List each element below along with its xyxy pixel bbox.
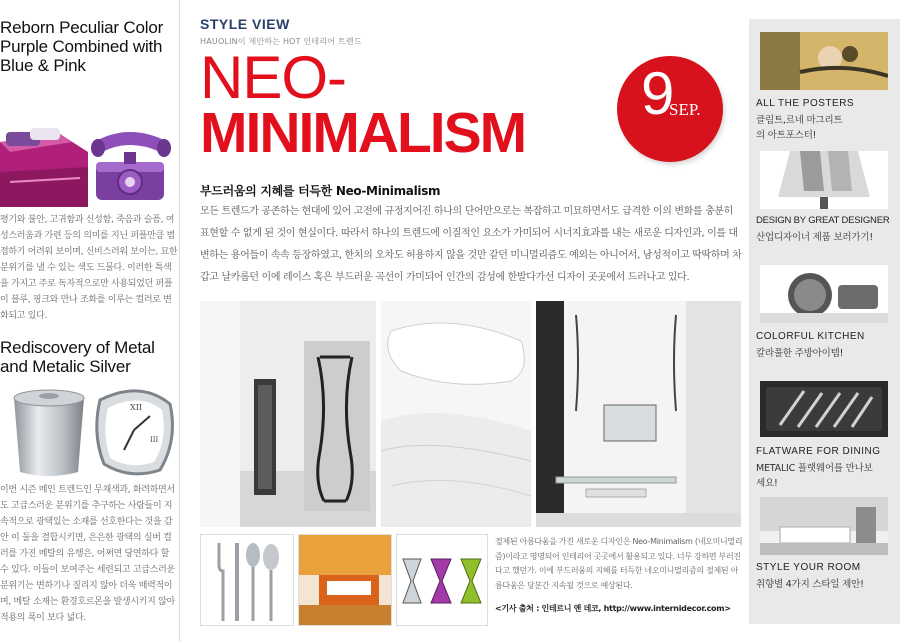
sidebar-item-title[interactable]: ALL THE POSTERS — [756, 98, 855, 109]
page-title-line1: NEO- — [200, 44, 346, 111]
article-source-link[interactable]: <기사 출처 : 인테르니 앤 데코, http://www.internidecor.com> — [495, 604, 731, 613]
badge-number: 9 — [641, 60, 675, 127]
white-pillow-photo — [381, 301, 531, 527]
sidebar-item-subtitle[interactable]: 취향별 4가지 스타일 제안! — [756, 579, 864, 590]
sidebar-item-subtitle[interactable]: 클림트,르네 마그리트의 아트포스터! — [756, 115, 843, 141]
metal-trend-text: 이번 시즌 메인 트렌드인 무채색과, 화려하면서도 고급스러운 분위기를 추구하는 사람들이 지속적으로 광택있는 소재를 선호한다는 것을 감안 이 둘을 결합시키면, 은은한 광택의 실버 컬러를 가진 메탈의 유행은, 어쩌면 당연하다 할 수 있다. 이들이 보여주는 세련되고 고급스러운 분위기는 변하기나 질리지 않아 더욱 매력적이며, 메탈 소재는 환경호르몬을 발생시키지 않아 적용의 폭이 보다 넓다. — [0, 485, 175, 623]
sidebar-item-title[interactable]: COLORFUL KITCHEN — [756, 331, 865, 342]
issue-date-badge — [617, 56, 723, 162]
promo-sidebar — [749, 19, 900, 624]
radiator-hallway-photo — [200, 301, 376, 527]
posters-thumbnail[interactable] — [760, 32, 888, 90]
page-title-line2: MINIMALISM — [200, 101, 526, 165]
photo-caption: 절제된 아름다움을 가진 새로운 디자인은 Neo-Minimalism (네오미니멀리즘)이라고 명명되어 인테리어 곳곳에서 활용되고 있다. 너무 강하면 부러진다고 했던가. 이에 부드러움의 지혜를 터득한 네오미니멀리즘의 절제된 아름다움은 당분간 지속될 것으로 예상된다. — [495, 537, 743, 590]
section-subtitle: HAUOLIN이 제안하는 HOT 인테리어 트렌드 — [200, 37, 362, 46]
sidebar-item-subtitle[interactable]: 산업디자이너 제품 보러가기! — [756, 232, 873, 243]
left-column — [0, 0, 180, 642]
article-heading: 부드러움의 지혜를 터득한 Neo-Minimalism — [200, 184, 441, 198]
room-style-thumbnail[interactable] — [760, 497, 888, 555]
sidebar-item-title[interactable]: STYLE YOUR ROOM — [756, 562, 861, 573]
flatware-thumbnail — [200, 534, 294, 626]
section-label: STYLE VIEW — [200, 16, 290, 32]
silver-bin-clock-image — [0, 380, 178, 480]
sidebar-item-title[interactable]: FLATWARE FOR DINING — [756, 446, 881, 457]
tv-wall-photo — [536, 301, 741, 527]
sidebar-item-title[interactable]: DESIGN BY GREAT DESIGNER — [756, 215, 890, 226]
kitchen-thumbnail[interactable] — [760, 265, 888, 323]
svg-text:III: III — [150, 436, 159, 444]
svg-text:XII: XII — [130, 403, 143, 412]
hourglass-thumbnail — [396, 534, 488, 626]
purple-bedding-telephone-image — [0, 112, 178, 207]
orange-room-thumbnail — [298, 534, 392, 626]
flatware-dining-thumbnail[interactable] — [760, 381, 888, 437]
sidebar-item-subtitle[interactable]: 칼라풀한 주방아이템! — [756, 348, 844, 359]
designer-lamp-thumbnail[interactable] — [760, 151, 888, 209]
purple-trend-text: 평기와 불안, 고귀함과 신성함, 죽음과 슬픔, 여성스러움과 가련 등의 의미를 지닌 퍼플만큼 범접하기 어려워 보이며, 신비스러워 보이는, 묘한 분위기를 낼 수 있는 색도 드물다. 이러한 특색을 가지고 주로 독자적으로만 사용되었던 퍼플이 블루, 핑크와 만나 조화를 이루는 컬러로 변화되고 있다. — [0, 215, 178, 321]
purple-trend-heading: Reborn Peculiar Color Purple Combined with Blue & Pink — [0, 18, 164, 75]
badge-month: SEP. — [669, 100, 701, 119]
article-body: 모든 트렌드가 공존하는 현대에 있어 고전에 규정지어진 하나의 단어만으로는 복잡하고 미묘하면서도 급격한 이의 변화를 충분히 표현할 수 없게 된 것이 현실이다. 따라서 하나의 트렌드에 이질적인 요소가 가미되어 시너지효과를 내는 새로운 디자인과, 이를 대변하는 용어들이 속속 등장하였고, 한치의 오차도 허용하지 않을 것만 같던 미니멀리즘도 예외는 아니어서, 남성적이고 딱딱하며 차갑고 날카롭던 이에 레이스 혹은 부드러운 곡선이 가미되어 인간의 감성에 한발다가선 디자이 곳곳에서 드러나고 있다. — [200, 206, 742, 283]
metal-trend-heading: Rediscovery of Metal and Metalic Silver — [0, 338, 155, 376]
sidebar-item-subtitle[interactable]: METALIC 플랫웨어를 만나보세요! — [756, 463, 873, 489]
